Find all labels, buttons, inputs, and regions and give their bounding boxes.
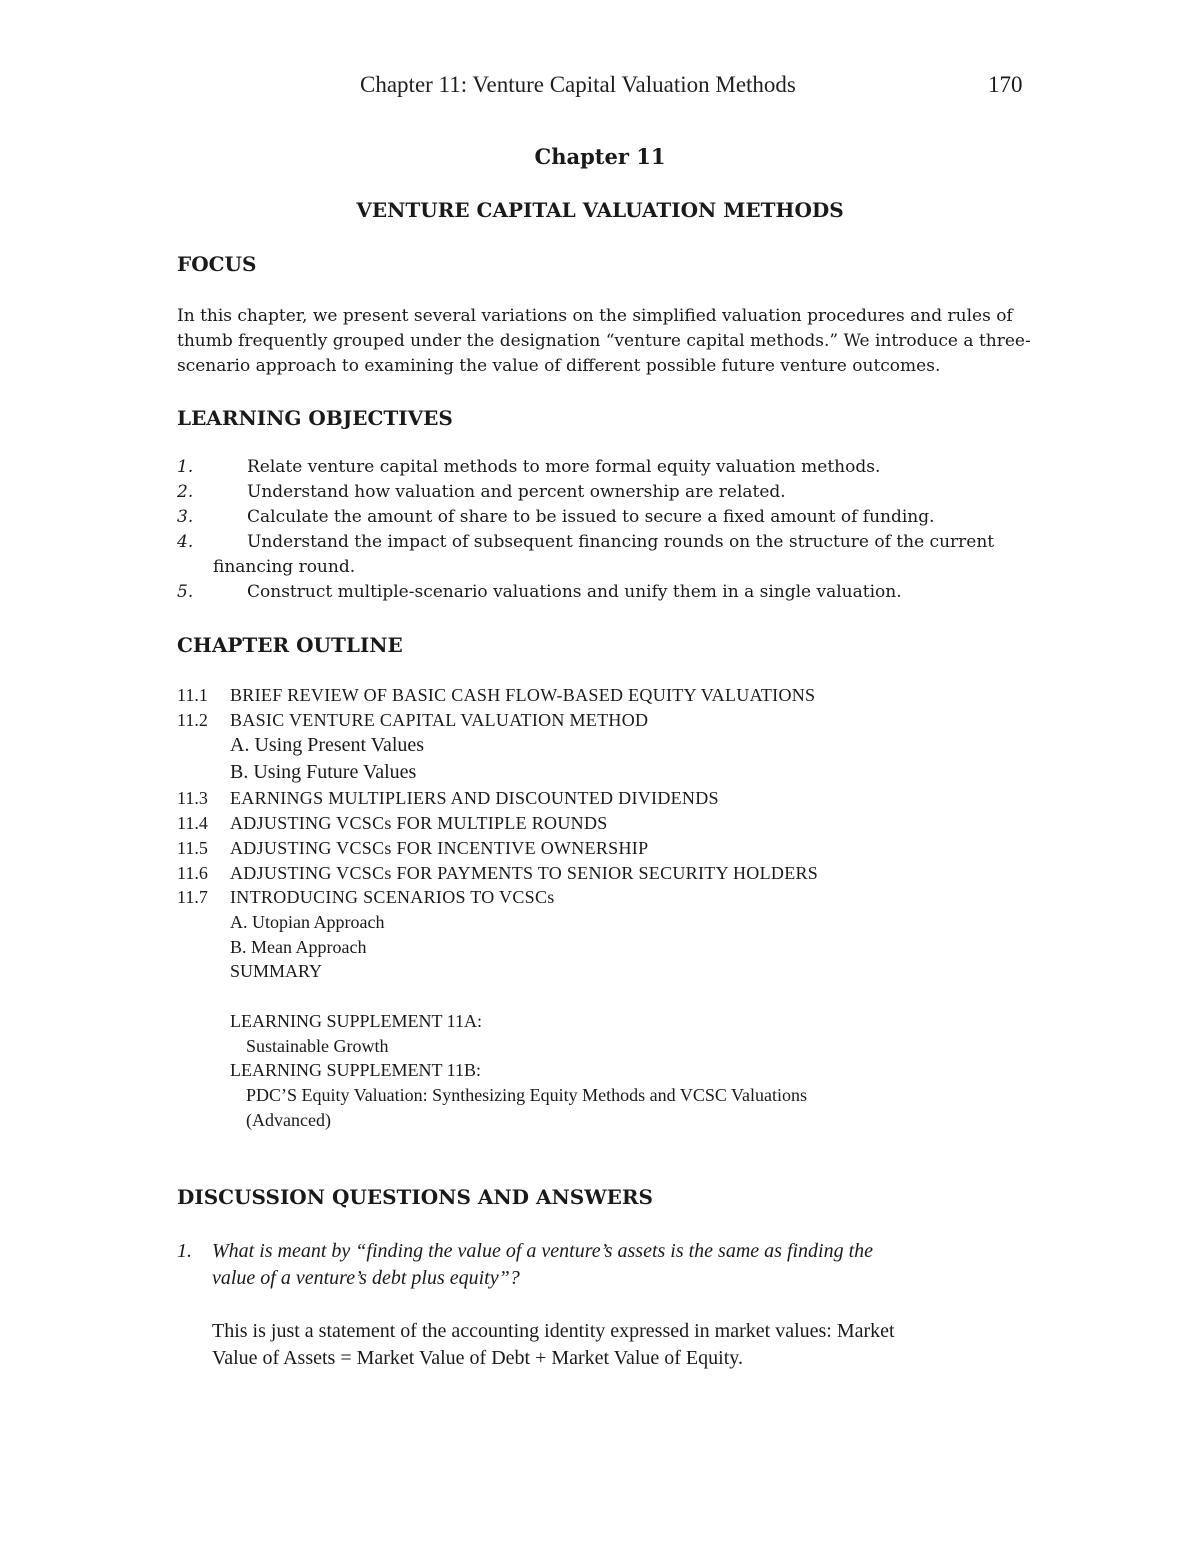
objective-text: Construct multiple-scenario valuations and unify them in a single valuation. [247, 582, 902, 602]
objective-number: 4. [177, 532, 194, 552]
outline-item: INTRODUCING SCENARIOS TO VCSCs [230, 887, 555, 907]
outline-item: ADJUSTING VCSCs FOR MULTIPLE ROUNDS [230, 813, 608, 833]
objective-number: 5. [177, 582, 194, 602]
outline-number: 11.2 [177, 710, 208, 730]
outline-number: 11.7 [177, 887, 208, 907]
question-text: value of a venture’s debt plus equity”? [212, 1267, 520, 1289]
outline-number: 11.6 [177, 863, 208, 883]
outline-subitem: B. Mean Approach [230, 937, 367, 957]
supplement-label: LEARNING SUPPLEMENT 11B: [230, 1060, 482, 1080]
objective-text: Calculate the amount of share to be issued to secure a fixed amount of funding. [247, 507, 935, 527]
objective-text: Understand the impact of subsequent financing rounds on the structure of the current [247, 532, 995, 552]
outline-item: EARNINGS MULTIPLIERS AND DISCOUNTED DIVIDENDS [230, 788, 719, 808]
outline-item: BRIEF REVIEW OF BASIC CASH FLOW-BASED EQUITY VALUATIONS [230, 685, 816, 705]
objective-number: 3. [177, 507, 194, 527]
answer-text: Value of Assets = Market Value of Debt + Market Value of Equity. [212, 1347, 743, 1369]
outline-subitem: A. Using Present Values [230, 734, 425, 756]
answer-text: This is just a statement of the accounting identity expressed in market values: Market [212, 1320, 895, 1342]
focus-line: In this chapter, we present several variations on the simplified valuation procedures and rules of [177, 306, 1013, 326]
outline-number: 11.3 [177, 788, 208, 808]
objective-text: Understand how valuation and percent ownership are related. [247, 482, 786, 502]
chapter-title: VENTURE CAPITAL VALUATION METHODS [356, 198, 844, 222]
outline-number: 11.5 [177, 838, 208, 858]
page-number: 170 [988, 72, 1023, 97]
question-number: 1. [177, 1240, 192, 1262]
objective-text: Relate venture capital methods to more formal equity valuation methods. [247, 457, 881, 477]
outline-item: ADJUSTING VCSCs FOR PAYMENTS TO SENIOR SECURITY HOLDERS [230, 863, 819, 883]
question-text: What is meant by “finding the value of a venture’s assets is the same as finding the [212, 1240, 874, 1262]
supplement-label: LEARNING SUPPLEMENT 11A: [230, 1011, 483, 1031]
objective-number: 2. [177, 482, 194, 502]
supplement-title: (Advanced) [246, 1110, 331, 1130]
focus-line: scenario approach to examining the value of different possible future venture outcomes. [177, 356, 941, 376]
focus-heading: FOCUS [177, 252, 257, 276]
objectives-heading: LEARNING OBJECTIVES [177, 406, 453, 430]
outline-item: ADJUSTING VCSCs FOR INCENTIVE OWNERSHIP [230, 838, 649, 858]
outline-heading: CHAPTER OUTLINE [177, 633, 403, 657]
chapter-label: Chapter 11 [534, 144, 666, 169]
running-head: Chapter 11: Venture Capital Valuation Methods [360, 72, 796, 97]
outline-item: BASIC VENTURE CAPITAL VALUATION METHOD [230, 710, 649, 730]
discussion-heading: DISCUSSION QUESTIONS AND ANSWERS [177, 1185, 653, 1209]
outline-subitem: B. Using Future Values [230, 761, 417, 783]
objective-number: 1. [177, 457, 194, 477]
objective-text-wrap: financing round. [213, 557, 356, 577]
outline-subitem: A. Utopian Approach [230, 912, 385, 932]
outline-number: 11.1 [177, 685, 208, 705]
outline-number: 11.4 [177, 813, 208, 833]
focus-line: thumb frequently grouped under the designation “venture capital methods.” We introduce a three- [177, 331, 1031, 351]
supplement-title: Sustainable Growth [246, 1036, 389, 1056]
supplement-title: PDC’S Equity Valuation: Synthesizing Equity Methods and VCSC Valuations [246, 1085, 808, 1105]
outline-summary: SUMMARY [230, 961, 323, 981]
